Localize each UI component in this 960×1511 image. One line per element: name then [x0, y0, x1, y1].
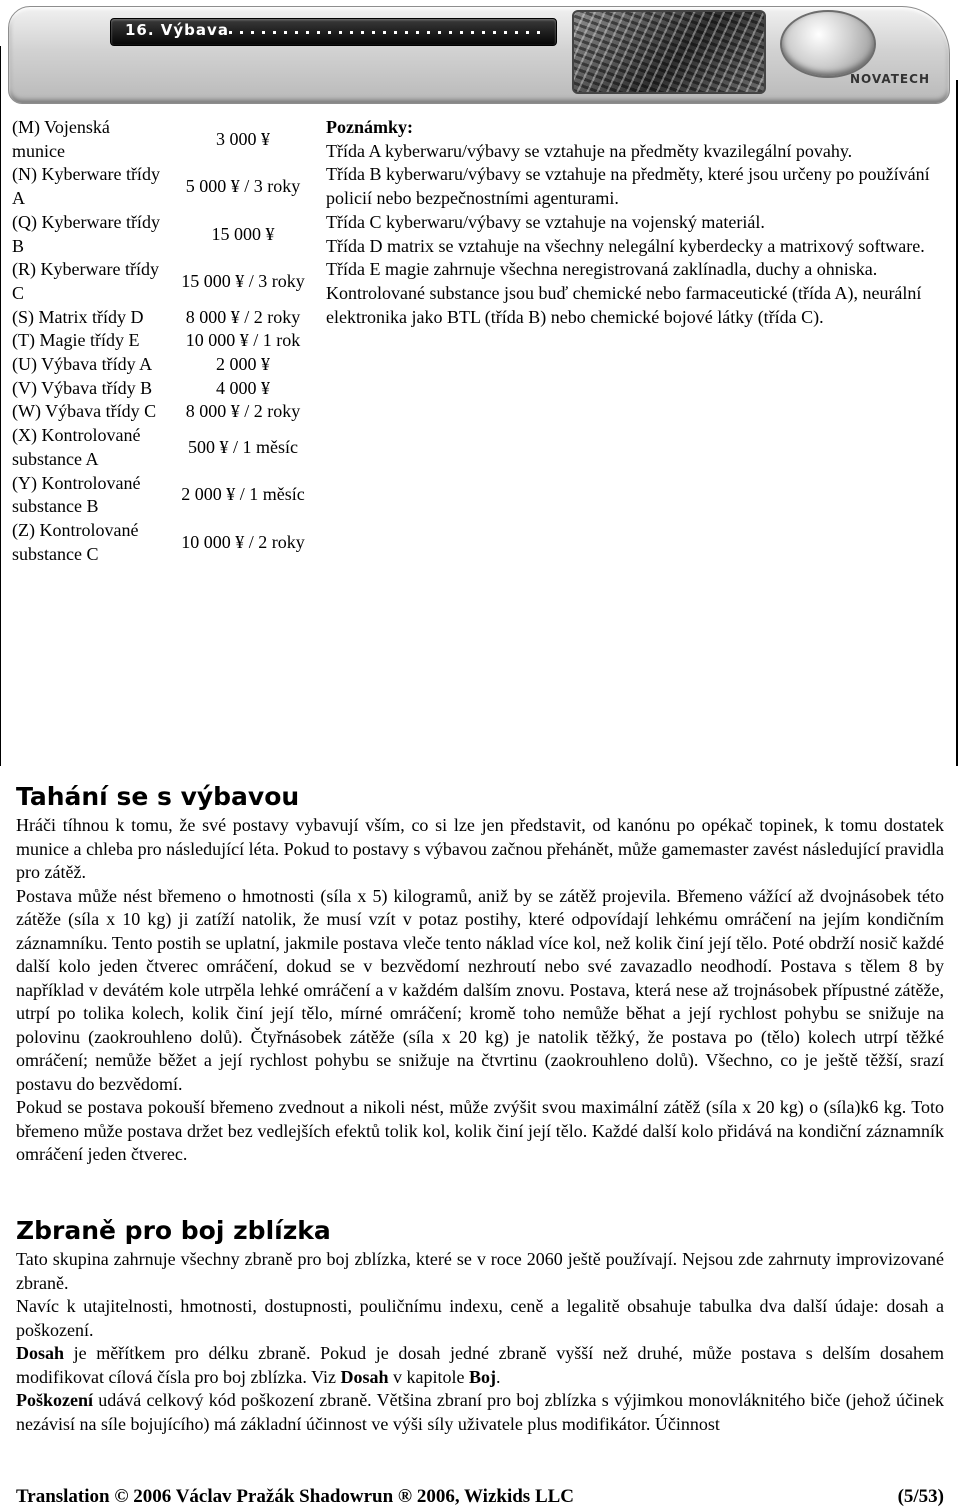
- chapter-title: 16. Výbava: [125, 21, 229, 39]
- table-row: [12, 424, 322, 471]
- section-melee-weapons: [16, 1216, 944, 1436]
- title-dots: [229, 31, 546, 34]
- equipment-price: 4 000 ¥: [216, 377, 270, 398]
- table-row: [12, 377, 322, 401]
- table-row: [12, 472, 322, 519]
- equipment-name: (U) Výbava třídy A: [12, 354, 153, 375]
- equipment-price: 2 000 ¥ / 1 měsíc: [181, 484, 305, 505]
- table-row: [12, 116, 322, 163]
- equipment-name: (Y) Kontrolované substance B: [12, 472, 141, 517]
- table-row: [12, 258, 322, 305]
- paragraph: Tato skupina zahrnuje všechny zbraně pro boj zblízka, které se v roce 2060 ještě používají. Nejsou zde zahrnuty improvizované zbraně.: [16, 1249, 944, 1293]
- table-row: [12, 163, 322, 210]
- equipment-price: 3 000 ¥: [216, 128, 270, 149]
- paragraph: Navíc k utajitelnosti, hmotnosti, dostupnosti, pouličnímu indexu, ceně a legalitě obsahuje tabulka dva další údaje: dosah a poškození.: [16, 1296, 944, 1340]
- equipment-name: (M) Vojenská munice: [12, 117, 110, 161]
- footer-copyright: Translation © 2006 Václav Pražák Shadowrun ® 2006, Wizkids LLC: [16, 1486, 575, 1507]
- section-encumbrance: [16, 782, 944, 1167]
- paragraph: Postava může nést břemeno o hmotnosti (síla x 5) kilogramů, aniž by se zátěž projevila. Břemeno vážící až dvojnásobek této zátěže (síla x 10 kg) ji zatíží natolik, že musí vzít v potaz postihy, které odpovídají lehkému omráčení na jejím kondičním záznamníku. Tento postih se uplatní, jakmile postava vleče tento náklad více kol, než kolik činí její tělo. Poté obdrží nosič každé další kolo jeden čtverec omráčení, dokud se v bezvědomí nezhroutí nebo své zavazadlo neodhodí. Postava s tělem 8 by například v devátém kole utrpěla lehké omráčení a v každém dalším znovu. Postava, která nese až trojnásobek přípustné zátěže, utrpí po tolika kolech, kolik činí její tělo, mírné omráčení; kromě toho nemůže běhat a její rychlost pohybu se snižuje na polovinu (zaokrouhleno dolů). Čtyřnásobek zátěže (síla x 20 kg) je natolik těžký, že postava po (tělo) kolech utrpí těžké omráčení; nemůže běžet a její rychlost pohybu se snižuje na čtvrtinu (zaokrouhleno dolů). Všechno, co je ještě těžší, srazí postavu do bezvědomí.: [16, 885, 944, 1094]
- paragraph-text: je měřítkem pro délku zbraně. Pokud je dosah jedné zbraně vyšší než druhé, může postava s delším dosahem modifikovat cílová čísla pro boj zblízka. Viz: [16, 1343, 944, 1387]
- paragraph: Hráči tíhnou k tomu, že své postavy vybavují vším, co si lze jen představit, od kanónu po opékač topinek, k tomu dostatek munice a chleba pro následující léta. Pokud to postavy s výbavou začnou přehánět, může gamemaster zavést následující pravidla pro zátěž.: [16, 815, 944, 882]
- equipment-name: (X) Kontrolované substance A: [12, 425, 141, 469]
- equipment-price: 2 000 ¥: [216, 354, 270, 375]
- equipment-name: (Q) Kyberware třídy B: [12, 211, 160, 256]
- equipment-name: (N) Kyberware třídy A: [12, 164, 160, 209]
- equipment-name: (T) Magie třídy E: [12, 330, 140, 351]
- table-row: [12, 353, 322, 377]
- chapter-title-bar: [110, 18, 557, 46]
- page-footer: [16, 1486, 944, 1508]
- notes-title: Poznámky:: [326, 117, 413, 137]
- table-row: [12, 519, 322, 566]
- page-number: (5/53): [897, 1486, 944, 1507]
- term-damage: Poškození: [16, 1390, 94, 1410]
- header-banner: [0, 0, 960, 112]
- equipment-price: 15 000 ¥: [211, 223, 275, 244]
- equipment-name: (S) Matrix třídy D: [12, 306, 144, 327]
- reference-reach: Dosah: [340, 1366, 389, 1387]
- table-row: [12, 400, 322, 424]
- table-row: [12, 329, 322, 353]
- equipment-price: 8 000 ¥ / 2 roky: [185, 401, 301, 422]
- notes-line: Třída E magie zahrnuje všechna neregistrovaná zaklínadla, duchy a ohniska.: [326, 259, 878, 280]
- equipment-price: 8 000 ¥ / 2 roky: [185, 306, 301, 327]
- paragraph-text: .: [496, 1366, 501, 1387]
- equipment-price: 10 000 ¥ / 1 rok: [185, 330, 301, 351]
- term-reach: Dosah: [16, 1343, 65, 1363]
- table-row: [12, 306, 322, 330]
- novatech-logo: NOVATECH: [850, 72, 930, 86]
- right-border-rule: [956, 80, 958, 766]
- section-heading: Zbraně pro boj zblízka: [16, 1216, 331, 1245]
- notes-line: Třída D matrix se vztahuje na všechny nelegální kyberdecky a matrixový software.: [326, 235, 925, 256]
- reference-combat: Boj: [469, 1366, 497, 1387]
- decorative-knob: [780, 10, 876, 78]
- equipment-name: (W) Výbava třídy C: [12, 401, 157, 422]
- section-heading: Tahání se s výbavou: [16, 782, 300, 811]
- paragraph: Pokud se postava pokouší břemeno zvednout a nikoli nést, může zvýšit svou maximální zátěž (síla x 20 kg) o (síla)k6 kg. Toto břemeno může postava držet bez vedlejších efektů tolik kol, kolik činí její tělo. Každé další kolo přidává na kondiční záznamník omráčení jeden čtverec.: [16, 1097, 944, 1164]
- notes-block: [326, 116, 938, 329]
- table-row: [12, 211, 322, 258]
- equipment-name: (R) Kyberware třídy C: [12, 259, 159, 303]
- decorative-screen: [572, 10, 766, 94]
- equipment-price: 10 000 ¥ / 2 roky: [181, 531, 305, 552]
- equipment-price: 5 000 ¥ / 3 roky: [185, 176, 301, 197]
- paragraph-text: v kapitole: [388, 1366, 470, 1387]
- paragraph-text: udává celkový kód poškození zbraně. Většina zbraní pro boj zblízka s výjimkou monovláknitého biče (jehož účinek nezávisí na síle bojujícího) má základní účinnost ve výši síly uživatele plus modifikátor. Účinnost: [16, 1390, 944, 1434]
- notes-line: Kontrolované substance jsou buď chemické nebo farmaceutické (třída A), neurální elektronika jako BTL (třída B) nebo chemické bojové látky (třída C).: [326, 282, 922, 327]
- equipment-table: [12, 116, 322, 566]
- equipment-price: 500 ¥ / 1 měsíc: [188, 436, 298, 457]
- left-border-rule: [0, 46, 1, 766]
- notes-line: Třída B kyberwaru/výbavy se vztahuje na předměty, které jsou určeny po používání policií nebo bezpečnostními agenturami.: [326, 164, 930, 209]
- notes-line: Třída A kyberwaru/výbavy se vztahuje na předměty kvazilegální povahy.: [326, 140, 853, 161]
- equipment-price: 15 000 ¥ / 3 roky: [181, 271, 305, 292]
- equipment-name: (Z) Kontrolované substance C: [12, 519, 139, 564]
- paragraph-reach: [16, 1342, 944, 1389]
- paragraph-damage: [16, 1389, 944, 1436]
- equipment-name: (V) Výbava třídy B: [12, 377, 153, 398]
- notes-line: Třída C kyberwaru/výbavy se vztahuje na vojenský materiál.: [326, 211, 765, 232]
